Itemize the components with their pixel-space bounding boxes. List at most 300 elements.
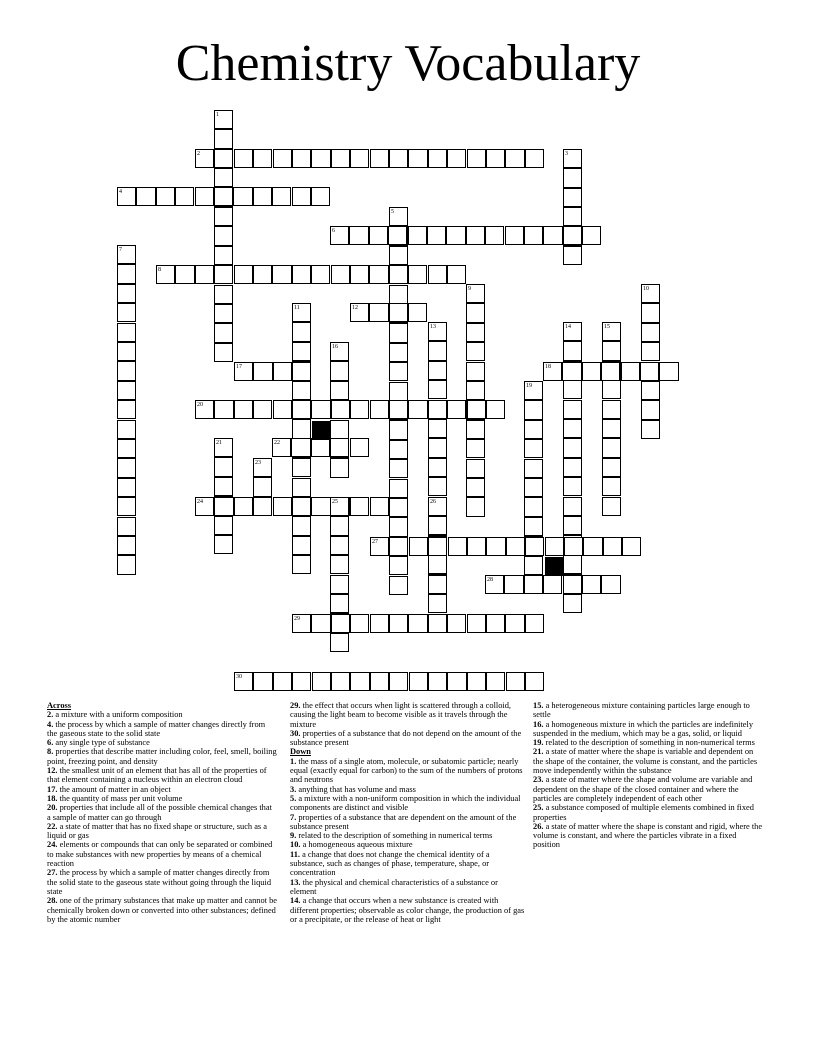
grid-cell[interactable] xyxy=(214,343,233,362)
grid-cell[interactable] xyxy=(428,380,447,399)
grid-cell[interactable] xyxy=(350,438,369,457)
grid-cell[interactable] xyxy=(524,517,543,536)
grid-cell[interactable] xyxy=(466,303,485,322)
grid-cell[interactable] xyxy=(214,516,233,535)
grid-cell[interactable] xyxy=(136,187,155,206)
grid-cell[interactable] xyxy=(370,149,389,168)
grid-cell[interactable] xyxy=(369,265,388,284)
grid-cell[interactable] xyxy=(330,420,349,439)
grid-cell[interactable] xyxy=(467,672,486,691)
grid-cell[interactable] xyxy=(117,478,136,497)
grid-cell[interactable] xyxy=(504,575,523,594)
grid-cell[interactable] xyxy=(543,362,562,381)
grid-cell[interactable] xyxy=(408,303,427,322)
grid-cell[interactable] xyxy=(214,438,233,457)
clue-text: properties of a substance that do not depend on the amount of the substance present xyxy=(290,728,522,748)
grid-cell[interactable] xyxy=(428,400,447,419)
grid-cell[interactable] xyxy=(389,537,408,556)
grid-cell[interactable] xyxy=(563,168,582,187)
grid-cell[interactable] xyxy=(564,537,583,556)
grid-cell[interactable] xyxy=(467,537,486,556)
grid-cell[interactable] xyxy=(311,614,330,633)
grid-cell[interactable] xyxy=(292,342,311,361)
grid-cell[interactable] xyxy=(330,438,349,457)
grid-cell[interactable] xyxy=(331,614,350,633)
grid-cell[interactable] xyxy=(117,517,136,536)
across-heading: Across xyxy=(47,701,72,710)
grid-cell[interactable] xyxy=(563,149,582,168)
grid-cell[interactable] xyxy=(311,149,330,168)
grid-cell[interactable] xyxy=(622,537,641,556)
grid-cell[interactable] xyxy=(331,265,350,284)
grid-cell[interactable] xyxy=(214,149,233,168)
grid-cell[interactable] xyxy=(311,187,330,206)
grid-cell[interactable] xyxy=(272,187,291,206)
grid-cell[interactable] xyxy=(330,536,349,555)
grid-cell[interactable] xyxy=(485,226,504,245)
grid-cell[interactable] xyxy=(641,323,660,342)
grid-cell[interactable] xyxy=(563,322,582,341)
grid-cell[interactable] xyxy=(350,672,369,691)
grid-cell[interactable] xyxy=(330,555,349,574)
clue-number-label: 23. xyxy=(533,775,544,785)
grid-cell[interactable] xyxy=(117,555,136,574)
grid-cell[interactable] xyxy=(117,536,136,555)
grid-cell[interactable] xyxy=(389,265,408,284)
grid-cell[interactable] xyxy=(466,459,485,478)
grid-cell[interactable] xyxy=(273,497,292,516)
grid-cell[interactable] xyxy=(466,478,485,497)
grid-cell[interactable] xyxy=(331,149,350,168)
grid-cell[interactable] xyxy=(447,400,466,419)
grid-cell[interactable] xyxy=(545,537,564,556)
grid-cell[interactable] xyxy=(641,381,660,400)
grid-cell[interactable] xyxy=(117,323,136,342)
grid-cell[interactable] xyxy=(214,187,233,206)
grid-cell[interactable] xyxy=(640,362,659,381)
grid-cell[interactable] xyxy=(466,497,485,516)
grid-cell[interactable] xyxy=(370,672,389,691)
grid-cell[interactable] xyxy=(234,400,253,419)
grid-cell[interactable] xyxy=(389,323,408,342)
grid-cell[interactable] xyxy=(292,536,311,555)
grid-cell[interactable] xyxy=(292,187,311,206)
grid-cell[interactable] xyxy=(582,226,601,245)
grid-cell[interactable] xyxy=(563,380,582,399)
grid-cell[interactable] xyxy=(409,672,428,691)
grid-cell[interactable] xyxy=(292,149,311,168)
grid-cell[interactable] xyxy=(525,149,544,168)
clue-number: 17 xyxy=(236,364,242,370)
grid-cell[interactable] xyxy=(466,420,485,439)
grid-cell[interactable] xyxy=(253,400,272,419)
grid-cell[interactable] xyxy=(427,226,446,245)
grid-cell[interactable] xyxy=(273,400,292,419)
grid-cell[interactable] xyxy=(446,226,465,245)
grid-cell[interactable] xyxy=(428,555,447,574)
grid-cell[interactable] xyxy=(195,187,214,206)
grid-cell[interactable] xyxy=(273,362,292,381)
grid-cell[interactable] xyxy=(350,265,369,284)
grid-cell[interactable] xyxy=(428,537,447,556)
grid-cell[interactable] xyxy=(273,149,292,168)
clue-number-label: 29. xyxy=(290,701,301,710)
grid-cell[interactable] xyxy=(428,594,447,613)
grid-cell[interactable] xyxy=(563,246,582,265)
grid-cell[interactable] xyxy=(214,226,233,245)
grid-cell[interactable] xyxy=(117,439,136,458)
grid-cell[interactable] xyxy=(330,381,349,400)
grid-cell[interactable] xyxy=(408,400,427,419)
grid-cell[interactable] xyxy=(602,497,621,516)
grid-cell[interactable] xyxy=(466,381,485,400)
grid-cell[interactable] xyxy=(117,497,136,516)
grid-cell[interactable] xyxy=(330,516,349,535)
grid-cell[interactable] xyxy=(233,187,252,206)
grid-cell[interactable] xyxy=(525,614,544,633)
grid-cell[interactable] xyxy=(253,265,272,284)
grid-cell[interactable] xyxy=(563,226,582,245)
clue xyxy=(47,747,277,766)
grid-cell[interactable] xyxy=(389,362,408,381)
grid-cell[interactable] xyxy=(117,303,136,322)
grid-cell[interactable] xyxy=(447,149,466,168)
grid-cell[interactable] xyxy=(117,284,136,303)
grid-cell[interactable] xyxy=(291,438,310,457)
grid-cell[interactable] xyxy=(292,516,311,535)
grid-cell[interactable] xyxy=(582,575,601,594)
grid-cell[interactable] xyxy=(428,497,447,516)
grid-cell[interactable] xyxy=(389,672,408,691)
grid-cell[interactable] xyxy=(486,537,505,556)
grid-cell[interactable] xyxy=(428,419,447,438)
grid-cell[interactable] xyxy=(117,187,136,206)
grid-cell[interactable] xyxy=(524,226,543,245)
grid-cell[interactable] xyxy=(428,477,447,496)
grid-cell[interactable] xyxy=(389,440,408,459)
grid-cell[interactable] xyxy=(389,343,408,362)
grid-cell[interactable] xyxy=(331,672,350,691)
grid-cell[interactable] xyxy=(156,187,175,206)
grid-cell[interactable] xyxy=(582,362,601,381)
grid-cell[interactable] xyxy=(389,382,408,401)
grid-cell[interactable] xyxy=(370,614,389,633)
grid-cell[interactable] xyxy=(311,438,330,457)
grid-cell[interactable] xyxy=(214,323,233,342)
grid-cell[interactable] xyxy=(330,342,349,361)
grid-cell[interactable] xyxy=(428,265,447,284)
grid-cell[interactable] xyxy=(214,477,233,496)
grid-cell[interactable] xyxy=(388,226,407,245)
grid-cell[interactable] xyxy=(370,537,389,556)
grid-cell[interactable] xyxy=(641,400,660,419)
grid-cell[interactable] xyxy=(428,341,447,360)
grid-cell[interactable] xyxy=(602,380,621,399)
grid-cell[interactable] xyxy=(292,458,311,477)
grid-cell[interactable] xyxy=(466,342,485,361)
grid-cell[interactable] xyxy=(273,672,292,691)
grid-cell[interactable] xyxy=(428,361,447,380)
grid-cell[interactable] xyxy=(563,341,582,360)
grid-cell[interactable] xyxy=(214,207,233,226)
grid-cell[interactable] xyxy=(428,575,447,594)
grid-cell[interactable] xyxy=(311,265,330,284)
grid-cell[interactable] xyxy=(369,226,388,245)
grid-cell[interactable] xyxy=(428,672,447,691)
grid-cell[interactable] xyxy=(389,556,408,575)
grid-cell[interactable] xyxy=(408,614,427,633)
grid-cell[interactable] xyxy=(563,400,582,419)
grid-cell[interactable] xyxy=(467,614,486,633)
grid-cell[interactable] xyxy=(466,323,485,342)
grid-cell[interactable] xyxy=(524,381,543,400)
grid-cell[interactable] xyxy=(292,362,311,381)
grid-cell[interactable] xyxy=(369,303,388,322)
grid-cell[interactable] xyxy=(253,497,272,516)
grid-cell[interactable] xyxy=(602,419,621,438)
grid-cell[interactable] xyxy=(447,265,466,284)
grid-cell[interactable] xyxy=(563,207,582,226)
grid-cell[interactable] xyxy=(214,246,233,265)
grid-cell[interactable] xyxy=(524,556,543,575)
grid-cell[interactable] xyxy=(214,304,233,323)
grid-cell[interactable] xyxy=(466,439,485,458)
grid-cell[interactable] xyxy=(524,497,543,516)
grid-cell[interactable] xyxy=(505,149,524,168)
grid-cell[interactable] xyxy=(563,477,582,496)
grid-cell[interactable] xyxy=(389,246,408,265)
grid-cell[interactable] xyxy=(524,478,543,497)
grid-cell[interactable] xyxy=(466,284,485,303)
grid-cell[interactable] xyxy=(214,457,233,476)
grid-cell[interactable] xyxy=(311,400,330,419)
grid-cell[interactable] xyxy=(292,672,311,691)
grid-cell[interactable] xyxy=(563,575,582,594)
grid-cell[interactable] xyxy=(524,575,543,594)
grid-cell[interactable] xyxy=(563,516,582,535)
grid-cell[interactable] xyxy=(602,438,621,457)
grid-cell[interactable] xyxy=(602,458,621,477)
grid-cell[interactable] xyxy=(292,381,311,400)
grid-cell[interactable] xyxy=(330,594,349,613)
grid-cell[interactable] xyxy=(389,517,408,536)
grid-cell[interactable] xyxy=(312,672,331,691)
grid-cell[interactable] xyxy=(525,672,544,691)
grid-cell[interactable] xyxy=(292,322,311,341)
grid-cell[interactable] xyxy=(214,168,233,187)
grid-cell[interactable] xyxy=(117,245,136,264)
grid-cell[interactable] xyxy=(389,303,408,322)
grid-cell[interactable] xyxy=(506,672,525,691)
grid-cell[interactable] xyxy=(486,672,505,691)
grid-cell[interactable] xyxy=(621,362,640,381)
grid-cell[interactable] xyxy=(253,458,272,477)
grid-cell[interactable] xyxy=(428,458,447,477)
grid-cell[interactable] xyxy=(447,614,466,633)
clues-column-1 xyxy=(47,701,277,924)
grid-cell[interactable] xyxy=(214,285,233,304)
grid-cell[interactable] xyxy=(428,149,447,168)
grid-cell[interactable] xyxy=(428,614,447,633)
grid-cell[interactable] xyxy=(370,400,389,419)
grid-cell[interactable] xyxy=(350,303,369,322)
grid-cell[interactable] xyxy=(389,207,408,226)
grid-cell[interactable] xyxy=(524,439,543,458)
grid-cell[interactable] xyxy=(292,303,311,322)
grid-cell[interactable] xyxy=(330,458,349,477)
grid-cell[interactable] xyxy=(195,400,214,419)
black-square xyxy=(545,557,564,576)
grid-cell[interactable] xyxy=(506,537,525,556)
grid-cell[interactable] xyxy=(467,400,486,419)
grid-cell[interactable] xyxy=(524,420,543,439)
grid-cell[interactable] xyxy=(408,265,427,284)
grid-cell[interactable] xyxy=(234,149,253,168)
grid-cell[interactable] xyxy=(603,537,622,556)
grid-cell[interactable] xyxy=(117,458,136,477)
grid-cell[interactable] xyxy=(466,226,485,245)
grid-cell[interactable] xyxy=(330,361,349,380)
grid-cell[interactable] xyxy=(389,459,408,478)
grid-cell[interactable] xyxy=(641,284,660,303)
grid-cell[interactable] xyxy=(602,322,621,341)
grid-cell[interactable] xyxy=(330,633,349,652)
grid-cell[interactable] xyxy=(350,149,369,168)
grid-cell[interactable] xyxy=(292,497,311,516)
grid-cell[interactable] xyxy=(234,265,253,284)
grid-cell[interactable] xyxy=(311,497,330,516)
grid-cell[interactable] xyxy=(253,477,272,496)
grid-cell[interactable] xyxy=(234,497,253,516)
grid-cell[interactable] xyxy=(156,265,175,284)
grid-cell[interactable] xyxy=(330,575,349,594)
grid-cell[interactable] xyxy=(428,438,447,457)
grid-cell[interactable] xyxy=(408,149,427,168)
grid-cell[interactable] xyxy=(253,672,272,691)
grid-cell[interactable] xyxy=(524,400,543,419)
grid-cell[interactable] xyxy=(659,362,678,381)
grid-cell[interactable] xyxy=(330,226,349,245)
grid-cell[interactable] xyxy=(408,226,427,245)
grid-cell[interactable] xyxy=(349,226,368,245)
grid-cell[interactable] xyxy=(485,575,504,594)
grid-cell[interactable] xyxy=(214,110,233,129)
grid-cell[interactable] xyxy=(563,419,582,438)
grid-cell[interactable] xyxy=(448,537,467,556)
grid-cell[interactable] xyxy=(175,187,194,206)
grid-cell[interactable] xyxy=(195,265,214,284)
grid-cell[interactable] xyxy=(331,400,350,419)
grid-cell[interactable] xyxy=(543,575,562,594)
grid-cell[interactable] xyxy=(583,537,602,556)
grid-cell[interactable] xyxy=(253,187,272,206)
grid-cell[interactable] xyxy=(505,614,524,633)
grid-cell[interactable] xyxy=(486,149,505,168)
grid-cell[interactable] xyxy=(292,478,311,497)
grid-cell[interactable] xyxy=(117,400,136,419)
grid-cell[interactable] xyxy=(292,419,311,438)
grid-cell[interactable] xyxy=(428,516,447,535)
grid-cell[interactable] xyxy=(562,362,581,381)
grid-cell[interactable] xyxy=(214,265,233,284)
grid-cell[interactable] xyxy=(389,479,408,498)
grid-cell[interactable] xyxy=(389,498,408,517)
grid-cell[interactable] xyxy=(214,400,233,419)
grid-cell[interactable] xyxy=(292,400,311,419)
grid-cell[interactable] xyxy=(350,400,369,419)
grid-cell[interactable] xyxy=(525,537,544,556)
grid-cell[interactable] xyxy=(370,497,389,516)
grid-cell[interactable] xyxy=(350,614,369,633)
grid-cell[interactable] xyxy=(117,420,136,439)
grid-cell[interactable] xyxy=(641,420,660,439)
grid-cell[interactable] xyxy=(389,149,408,168)
grid-cell[interactable] xyxy=(234,362,253,381)
grid-cell[interactable] xyxy=(602,400,621,419)
grid-cell[interactable] xyxy=(175,265,194,284)
grid-cell[interactable] xyxy=(195,149,214,168)
grid-cell[interactable] xyxy=(601,575,620,594)
grid-cell[interactable] xyxy=(524,459,543,478)
grid-cell[interactable] xyxy=(350,497,369,516)
grid-cell[interactable] xyxy=(641,342,660,361)
grid-cell[interactable] xyxy=(389,614,408,633)
clue-number-label: 25. xyxy=(533,803,544,813)
grid-cell[interactable] xyxy=(486,400,505,419)
grid-cell[interactable] xyxy=(389,285,408,304)
grid-cell[interactable] xyxy=(195,497,214,516)
grid-cell[interactable] xyxy=(467,149,486,168)
grid-cell[interactable] xyxy=(563,188,582,207)
grid-cell[interactable] xyxy=(563,497,582,516)
grid-cell[interactable] xyxy=(486,614,505,633)
grid-cell[interactable] xyxy=(214,497,233,516)
grid-cell[interactable] xyxy=(563,594,582,613)
grid-cell[interactable] xyxy=(292,265,311,284)
grid-cell[interactable] xyxy=(272,438,291,457)
grid-cell[interactable] xyxy=(466,362,485,381)
grid-cell[interactable] xyxy=(602,477,621,496)
grid-cell[interactable] xyxy=(641,303,660,322)
grid-cell[interactable] xyxy=(117,342,136,361)
grid-cell[interactable] xyxy=(117,381,136,400)
grid-cell[interactable] xyxy=(505,226,524,245)
grid-cell[interactable] xyxy=(214,129,233,148)
grid-cell[interactable] xyxy=(563,555,582,574)
grid-cell[interactable] xyxy=(117,264,136,283)
grid-cell[interactable] xyxy=(292,614,311,633)
grid-cell[interactable] xyxy=(543,226,562,245)
grid-cell[interactable] xyxy=(253,149,272,168)
grid-cell[interactable] xyxy=(428,322,447,341)
grid-cell[interactable] xyxy=(253,362,272,381)
grid-cell[interactable] xyxy=(330,497,349,516)
grid-cell[interactable] xyxy=(272,265,291,284)
grid-cell[interactable] xyxy=(389,420,408,439)
grid-cell[interactable] xyxy=(234,672,253,691)
grid-cell[interactable] xyxy=(447,672,466,691)
grid-cell[interactable] xyxy=(563,458,582,477)
grid-cell[interactable] xyxy=(389,576,408,595)
grid-cell[interactable] xyxy=(214,535,233,554)
grid-cell[interactable] xyxy=(389,400,408,419)
grid-cell[interactable] xyxy=(602,341,621,360)
grid-cell[interactable] xyxy=(409,537,428,556)
grid-cell[interactable] xyxy=(117,361,136,380)
grid-cell[interactable] xyxy=(601,362,620,381)
grid-cell[interactable] xyxy=(563,438,582,457)
grid-cell[interactable] xyxy=(292,555,311,574)
